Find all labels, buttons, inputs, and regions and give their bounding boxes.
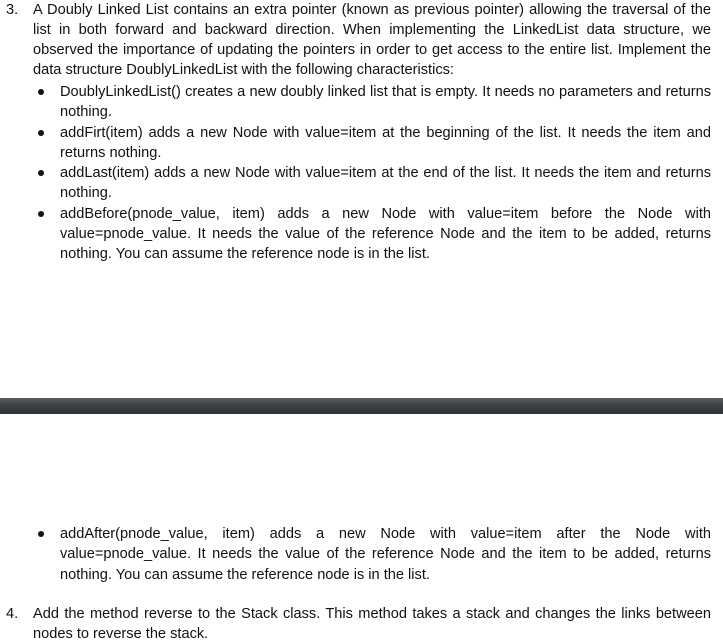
list-item [33, 204, 711, 265]
question-3-continued-body [33, 524, 711, 585]
question-3-intro: A Doubly Linked List contains an extra pointer (known as previous pointer) allowing the traversal of the list in both forward and backward direction. When implementing the LinkedList data structure, we observed the importance of updating the pointers in order to get access to the entire list. Implement the data structure DoublyLinkedList with the following characteristics: [33, 2, 711, 78]
list-item [33, 123, 711, 164]
document-page-2 [0, 414, 723, 644]
question-3-body [33, 0, 711, 265]
list-item [33, 163, 711, 204]
list-item [33, 82, 711, 123]
question-4-text: Add the method reverse to the Stack class. This method takes a stack and changes the links between nodes to reverse the stack. [33, 606, 711, 642]
list-item-text: addFirt(item) adds a new Node with value=item at the beginning of the list. It needs the item and returns nothing. [60, 124, 711, 161]
bullet-icon [38, 211, 44, 217]
list-item-text: addAfter(pnode_value, item) adds a new Node with value=item after the Node with value=pnode_value. It needs the value of the reference Node and the item to be added, returns nothing. You can assume the reference node is in the list. [60, 526, 711, 583]
list-item-text: DoublyLinkedList() creates a new doubly linked list that is empty. It needs no parameters and returns nothing. [60, 84, 711, 121]
bullet-icon [38, 89, 44, 95]
question-3-continued [6, 524, 711, 585]
bullet-icon [38, 170, 44, 176]
bullet-icon [38, 130, 44, 136]
bullet-list [33, 82, 711, 265]
list-item [33, 524, 711, 585]
bullet-icon [38, 531, 44, 537]
list-item-text: addLast(item) adds a new Node with value=item at the end of the list. It needs the item and returns nothing. [60, 165, 711, 202]
question-3 [6, 0, 711, 265]
question-number: 4. [6, 606, 19, 622]
list-item-text: addBefore(pnode_value, item) adds a new Node with value=item before the Node with value=pnode_value. It needs the value of the reference Node and the item to be added, returns nothing. You can assume the reference node is in the list. [60, 205, 711, 263]
bullet-list [33, 524, 711, 585]
page-break-divider [0, 398, 723, 414]
question-4 [6, 604, 711, 644]
question-number: 3. [6, 2, 19, 18]
